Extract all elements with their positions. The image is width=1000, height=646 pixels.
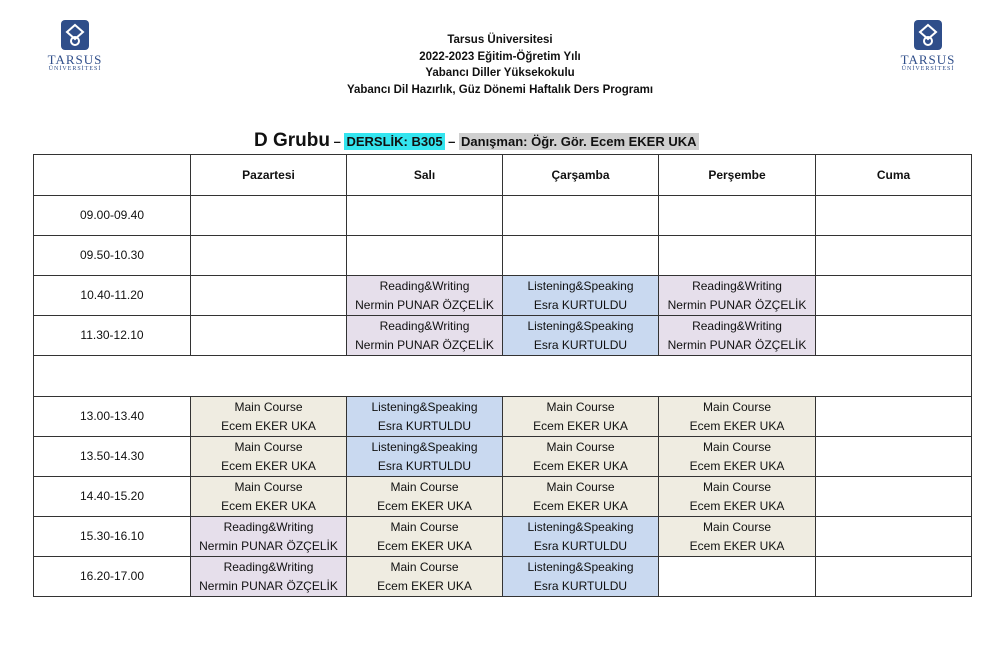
header-university: Tarsus Üniversitesi [447,34,553,46]
empty-cell [503,236,659,276]
course-name: Main Course [234,399,303,414]
teacher-name: Ecem EKER UKA [377,538,472,553]
lesson-cell [503,437,659,477]
lesson-cell [503,517,659,557]
empty-cell [347,236,503,276]
empty-cell [191,276,347,316]
logo-name: TARSUS [900,52,956,67]
university-logo-left [40,20,110,73]
teacher-name: Nermin PUNAR ÖZÇELİK [199,538,338,553]
lesson-cell [191,557,347,597]
course-name: Main Course [390,519,459,534]
teacher-name: Nermin PUNAR ÖZÇELİK [667,337,807,352]
time-column-header [34,155,191,196]
teacher-name: Esra KURTULDU [533,337,628,352]
university-emblem-icon [914,20,942,50]
lesson-cell [347,557,503,597]
time-slot: 10.40-11.20 [34,276,191,316]
schedule-body [34,196,972,597]
group-name: D Grubu [254,130,330,151]
table-row [34,397,972,437]
teacher-name: Ecem EKER UKA [689,418,785,433]
group-info [254,130,699,152]
lesson-cell [503,477,659,517]
teacher-name: Ecem EKER UKA [377,578,472,593]
classroom-label: DERSLİK: B305 [346,134,443,149]
table-row [34,236,972,276]
teacher-name: Ecem EKER UKA [221,498,316,513]
table-header-row [34,155,972,196]
lesson-cell [347,276,503,316]
lesson-cell [191,517,347,557]
course-name: Listening&Speaking [527,519,634,534]
course-name: Main Course [390,479,459,494]
empty-cell [659,196,816,236]
course-name: Reading&Writing [223,519,314,534]
advisor-label: Danışman: Öğr. Gör. Ecem EKER UKA [461,134,697,149]
empty-cell [816,437,972,477]
logo-subtitle: ÜNİVERSİTESİ [48,66,102,72]
header-program-title: Yabancı Dil Hazırlık, Güz Dönemi Haftalık Ders Programı [346,83,654,96]
course-name: Main Course [702,519,772,534]
teacher-name: Ecem EKER UKA [221,458,316,473]
teacher-name: Ecem EKER UKA [689,498,785,513]
university-emblem-icon [61,20,89,50]
header-school: Yabancı Diller Yüksekokulu [425,67,575,79]
course-name: Reading&Writing [692,318,782,333]
time-slot: 14.40-15.20 [34,477,191,517]
table-row [34,437,972,477]
document-header [250,32,750,98]
table-row [34,276,972,316]
header-academic-year: 2022-2023 Eğitim-Öğretim Yılı [419,50,581,63]
empty-cell [816,517,972,557]
day-header: Pazartesi [191,155,347,196]
empty-cell [816,477,972,517]
teacher-name: Ecem EKER UKA [377,498,472,513]
logo-subtitle: ÜNİVERSİTESİ [901,66,955,72]
day-header: Cuma [816,155,972,196]
lesson-cell [503,557,659,597]
empty-cell [816,557,972,597]
course-name: Main Course [546,439,615,454]
day-header: Perşembe [659,155,816,196]
course-name: Reading&Writing [692,278,782,293]
teacher-name: Nermin PUNAR ÖZÇELİK [355,337,494,352]
lesson-cell [659,517,816,557]
teacher-name: Esra KURTULDU [377,458,472,473]
lesson-cell [191,437,347,477]
weekly-schedule-table [33,154,972,597]
teacher-name: Ecem EKER UKA [533,418,628,433]
course-name: Main Course [702,439,772,454]
lesson-cell [659,397,816,437]
empty-cell [659,236,816,276]
empty-cell [816,276,972,316]
course-name: Listening&Speaking [371,399,478,414]
empty-cell [816,316,972,356]
lesson-cell [659,437,816,477]
lesson-cell [503,276,659,316]
university-logo-right [893,20,963,73]
teacher-name: Ecem EKER UKA [533,458,628,473]
course-name: Listening&Speaking [527,318,634,333]
time-slot: 13.50-14.30 [34,437,191,477]
course-name: Listening&Speaking [527,278,634,293]
lesson-cell [191,477,347,517]
lesson-cell [347,437,503,477]
day-header: Çarşamba [503,155,659,196]
teacher-name: Ecem EKER UKA [221,418,316,433]
table-row [34,517,972,557]
course-name: Main Course [234,479,303,494]
day-header: Salı [347,155,503,196]
logo-name: TARSUS [47,52,103,67]
time-slot: 16.20-17.00 [34,557,191,597]
table-row [34,477,972,517]
separator: – [444,134,460,149]
teacher-name: Ecem EKER UKA [689,538,785,553]
separator: – [330,134,345,149]
teacher-name: Esra KURTULDU [533,578,628,593]
lesson-cell [347,397,503,437]
empty-cell [191,316,347,356]
teacher-name: Esra KURTULDU [533,297,628,312]
table-row [34,316,972,356]
lesson-cell [347,477,503,517]
course-name: Main Course [390,559,459,574]
course-name: Reading&Writing [379,278,470,293]
teacher-name: Nermin PUNAR ÖZÇELİK [667,297,807,312]
teacher-name: Esra KURTULDU [377,418,472,433]
lesson-cell [191,397,347,437]
lesson-cell [503,316,659,356]
empty-cell [503,196,659,236]
teacher-name: Ecem EKER UKA [533,498,628,513]
teacher-name: Nermin PUNAR ÖZÇELİK [355,297,494,312]
course-name: Reading&Writing [379,318,470,333]
teacher-name: Esra KURTULDU [533,538,628,553]
course-name: Main Course [546,479,615,494]
lesson-cell [659,316,816,356]
empty-cell [347,196,503,236]
empty-cell [816,236,972,276]
empty-cell [816,196,972,236]
table-row [34,557,972,597]
time-slot: 11.30-12.10 [34,316,191,356]
lesson-cell [347,517,503,557]
course-name: Main Course [546,399,615,414]
lesson-cell [659,276,816,316]
time-slot: 13.00-13.40 [34,397,191,437]
empty-cell [191,196,347,236]
table-row [34,196,972,236]
empty-cell [191,236,347,276]
empty-cell [816,397,972,437]
lunch-break-cell [34,356,972,397]
teacher-name: Ecem EKER UKA [689,458,785,473]
course-name: Main Course [234,439,303,454]
lesson-cell [503,397,659,437]
lunch-break-row [34,356,972,397]
teacher-name: Nermin PUNAR ÖZÇELİK [199,578,338,593]
course-name: Reading&Writing [223,559,314,574]
time-slot: 09.50-10.30 [34,236,191,276]
lesson-cell [347,316,503,356]
course-name: Main Course [702,399,772,414]
time-slot: 09.00-09.40 [34,196,191,236]
empty-cell [659,557,816,597]
time-slot: 15.30-16.10 [34,517,191,557]
lesson-cell [659,477,816,517]
course-name: Listening&Speaking [371,439,478,454]
course-name: Main Course [702,479,772,494]
course-name: Listening&Speaking [527,559,634,574]
